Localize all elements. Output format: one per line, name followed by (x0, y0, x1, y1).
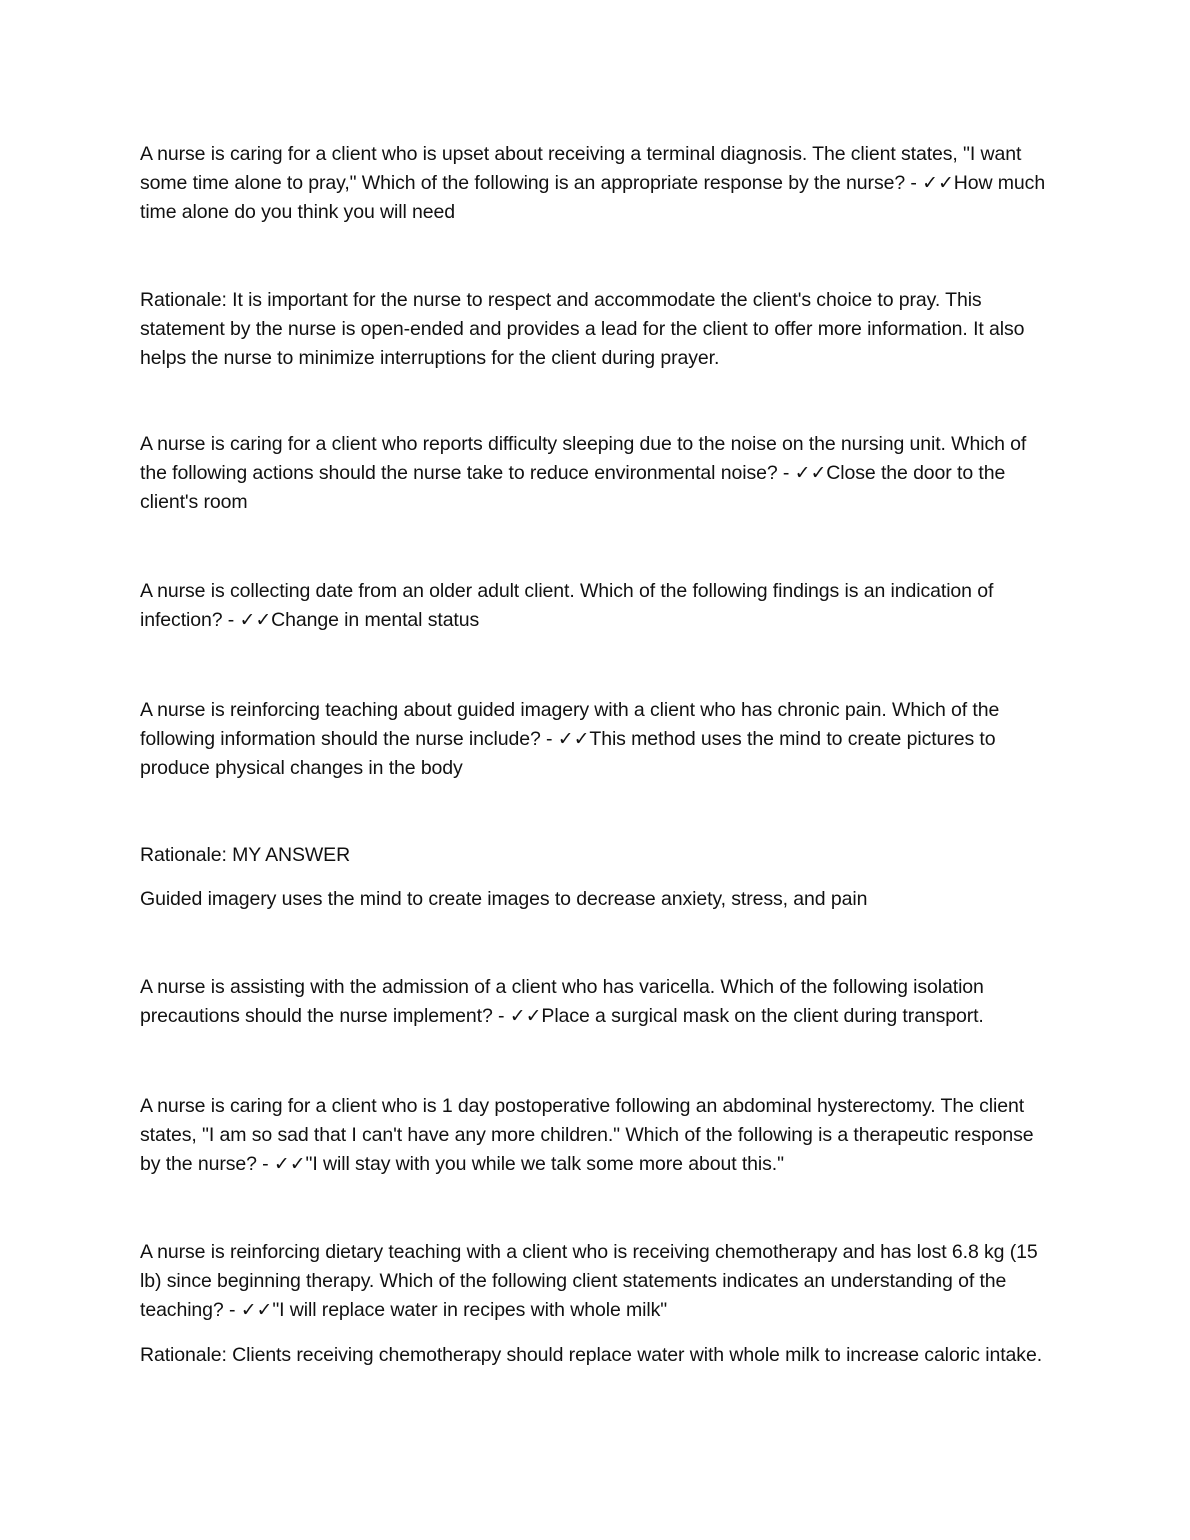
answer-text: Change in mental status (271, 609, 480, 631)
question-text: A nurse is assisting with the admission of a client who has varicella. Which of the following isolation precautions should the nurse implement? - (140, 976, 984, 1027)
question-text: A nurse is caring for a client who is 1 day postoperative following an abdominal hysterectomy. The client states, "I am so sad that I can't have any more children." Which of the following is a therapeutic response by the nurse? - (140, 1095, 1034, 1175)
question-text: A nurse is caring for a client who is upset about receiving a terminal diagnosis. The client states, "I want some time alone to pray," Which of the following is an appropriate response by the nurse? - (140, 143, 1022, 194)
rationale-chemotherapy (140, 1341, 1055, 1370)
question-text: A nurse is reinforcing teaching about guided imagery with a client who has chronic pain. Which of the following information should the nurse include? - (140, 699, 1000, 750)
question-varicella-isolation (140, 973, 1055, 1031)
question-text: A nurse is caring for a client who reports difficulty sleeping due to the noise on the nursing unit. Which of the following actions should the nurse take to reduce environmental noise? - (140, 433, 1027, 484)
double-check-icon: ✓✓ (509, 1005, 542, 1027)
answer-text: How much time alone do you think you will need (140, 172, 1046, 223)
rationale-text: Rationale: MY ANSWER (140, 844, 351, 866)
answer-text: Place a surgical mask on the client during transport. (541, 1005, 984, 1027)
double-check-icon: ✓✓ (794, 462, 827, 484)
rationale-prayer (140, 286, 1055, 373)
double-check-icon: ✓✓ (557, 728, 590, 750)
question-terminal-diagnosis (140, 140, 1055, 227)
double-check-icon: ✓✓ (273, 1153, 306, 1175)
answer-text: "I will replace water in recipes with whole milk" (272, 1299, 668, 1321)
question-guided-imagery (140, 696, 1055, 783)
question-chemotherapy-diet (140, 1238, 1055, 1325)
answer-text: "I will stay with you while we talk some more about this." (305, 1153, 784, 1175)
guided-imagery-note (140, 885, 1055, 914)
question-text: A nurse is collecting date from an older adult client. Which of the following findings is an indication of infection? - (140, 580, 994, 631)
question-text: A nurse is reinforcing dietary teaching with a client who is receiving chemotherapy and has lost 6.8 kg (15 lb) since beginning therapy. Which of the following client statements indicates an understanding of the teaching? - (140, 1241, 1038, 1321)
question-hysterectomy-response (140, 1092, 1055, 1179)
note-text: Guided imagery uses the mind to create images to decrease anxiety, stress, and pain (140, 888, 868, 910)
answer-text: This method uses the mind to create pictures to produce physical changes in the body (140, 728, 996, 779)
double-check-icon: ✓✓ (239, 609, 272, 631)
rationale-my-answer (140, 841, 1055, 870)
question-environmental-noise (140, 430, 1055, 517)
question-infection-indication (140, 577, 1055, 635)
double-check-icon: ✓✓ (240, 1299, 273, 1321)
rationale-text: Rationale: Clients receiving chemotherapy should replace water with whole milk to increase caloric intake. (140, 1344, 1043, 1366)
double-check-icon: ✓✓ (922, 172, 954, 194)
answer-text: Close the door to the client's room (140, 462, 1006, 513)
rationale-text: Rationale: It is important for the nurse to respect and accommodate the client's choice to pray. This statement by the nurse is open-ended and provides a lead for the client to offer more information. It also helps the nurse to minimize interruptions for the client during prayer. (140, 289, 1025, 369)
